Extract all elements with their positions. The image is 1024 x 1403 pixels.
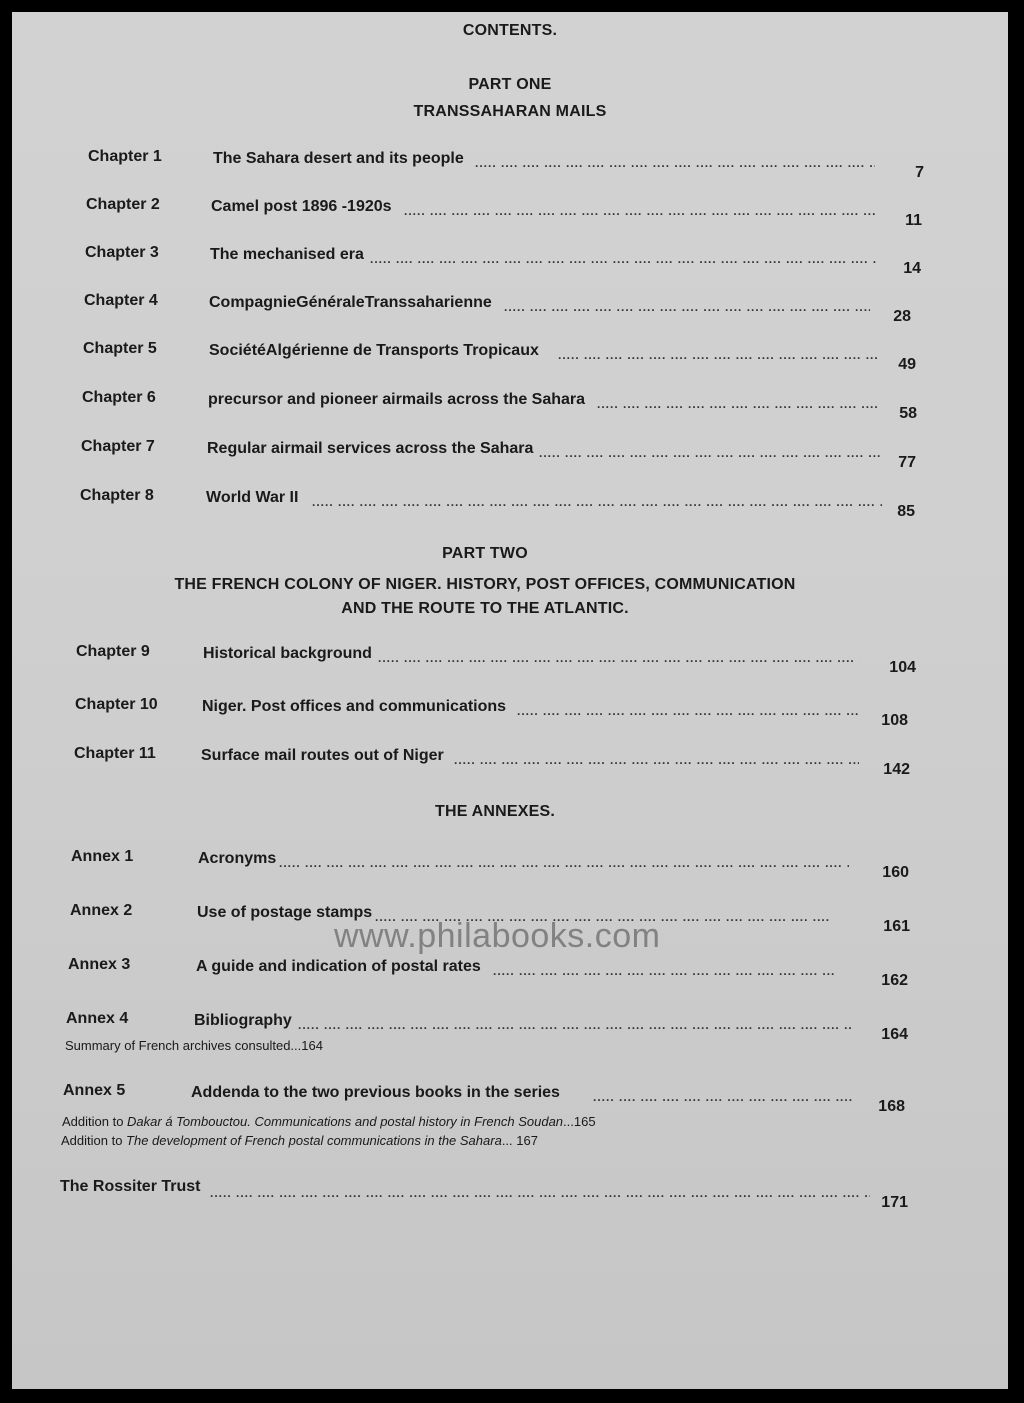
entry-label: Chapter 5 <box>83 340 157 357</box>
entry-label: Chapter 8 <box>80 487 154 504</box>
watermark: www.philabooks.com <box>334 917 661 955</box>
entry-title: CompagnieGénéraleTranssaharienne <box>209 294 492 311</box>
entry-label: Annex 4 <box>66 1010 129 1027</box>
entry-title: Surface mail routes out of Niger <box>201 747 444 764</box>
toc-entry-chapter-6 <box>82 389 942 422</box>
part-two-line-2: AND THE ROUTE TO THE ATLANTIC. <box>341 600 629 617</box>
entry-title: World War II <box>206 489 299 506</box>
entry-title: Bibliography <box>194 1012 292 1029</box>
entry-page: 168 <box>878 1098 905 1115</box>
entry-page: 49 <box>898 356 916 373</box>
toc-entry-chapter-10 <box>75 696 935 729</box>
dot-leader <box>312 495 882 517</box>
entry-title: Addenda to the two previous books in the series <box>191 1084 560 1101</box>
entry-label: Chapter 7 <box>81 438 155 455</box>
dot-leader <box>517 704 859 726</box>
toc-entry-chapter-7 <box>81 438 941 471</box>
contents-title: CONTENTS. <box>462 22 558 39</box>
dot-leader <box>378 651 860 673</box>
note-book-title: The development of French postal communications in the Sahara <box>126 1133 502 1148</box>
toc-entry-chapter-2 <box>86 196 946 229</box>
entry-page: 11 <box>905 212 922 229</box>
part-one-heading: PART ONE <box>468 76 552 93</box>
toc-entry-annex-1 <box>71 848 931 881</box>
entry-page: 58 <box>899 405 917 422</box>
dot-leader <box>504 300 870 322</box>
entry-label: Chapter 4 <box>84 292 158 309</box>
dot-leader <box>279 856 849 878</box>
entry-title: Niger. Post offices and communications <box>202 698 507 715</box>
entry-label: Annex 5 <box>63 1082 126 1099</box>
toc-entry-chapter-9 <box>76 643 936 676</box>
toc-entry-chapter-1 <box>88 148 948 181</box>
entry-title: Acronyms <box>198 850 277 867</box>
entry-page: 85 <box>897 503 915 520</box>
entry-label: Annex 2 <box>70 902 133 919</box>
entry-title: precursor and pioneer airmails across the Sahara <box>208 391 586 408</box>
entry-label: Chapter 6 <box>82 389 156 406</box>
entry-title: The Rossiter Trust <box>60 1178 201 1195</box>
dot-leader <box>493 964 836 986</box>
annex-5-note-1 <box>62 1114 596 1129</box>
dot-leader <box>558 348 878 370</box>
dot-leader <box>539 446 881 468</box>
dot-leader <box>370 252 876 274</box>
entry-title: Historical background <box>203 645 372 662</box>
part-two-line-1: THE FRENCH COLONY OF NIGER. HISTORY, POST OFFICES, COMMUNICATION <box>174 576 796 593</box>
annexes-heading: THE ANNEXES. <box>434 803 556 820</box>
entry-label: Chapter 11 <box>74 745 156 762</box>
toc-entry-annex-5 <box>63 1082 923 1115</box>
entry-label: Annex 1 <box>71 848 134 865</box>
entry-label: Annex 3 <box>68 956 131 973</box>
toc-entry-chapter-5 <box>83 340 943 373</box>
entry-page: 162 <box>881 972 908 989</box>
dot-leader <box>475 156 875 178</box>
entry-label: Chapter 2 <box>86 196 160 213</box>
entry-page: 104 <box>889 659 916 676</box>
entry-page: 108 <box>881 712 908 729</box>
dot-leader <box>597 397 877 419</box>
entry-page: 14 <box>903 260 921 277</box>
note-suffix: ...165 <box>563 1114 596 1129</box>
contents-page <box>12 12 1008 1389</box>
dot-leader <box>210 1186 870 1208</box>
toc-entry-chapter-4 <box>84 292 944 325</box>
part-one-subheading: TRANSSAHARAN MAILS <box>413 103 607 120</box>
entry-label: Chapter 9 <box>76 643 150 660</box>
entry-title: The Sahara desert and its people <box>213 150 464 167</box>
entry-title: The mechanised era <box>210 246 364 263</box>
dot-leader <box>593 1090 853 1112</box>
entry-page: 28 <box>893 308 911 325</box>
entry-title: A guide and indication of postal rates <box>196 958 481 975</box>
toc-entry-chapter-3 <box>85 244 945 277</box>
note-prefix: Addition to <box>62 1114 128 1129</box>
toc-entry-rossiter-trust <box>60 1178 920 1211</box>
toc-entry-annex-4 <box>66 1010 926 1043</box>
entry-title: Regular airmail services across the Sahara <box>207 440 534 457</box>
toc-entry-annex-3 <box>68 956 928 989</box>
entry-page: 171 <box>881 1194 908 1211</box>
toc-entry-chapter-8 <box>80 487 940 520</box>
part-two-heading: PART TWO <box>442 545 528 562</box>
entry-page: 164 <box>881 1026 908 1043</box>
note-book-title: Dakar á Tombouctou. Communications and postal history in French Soudan <box>127 1114 564 1129</box>
dot-leader <box>404 204 876 226</box>
entry-label: Chapter 10 <box>75 696 158 713</box>
entry-title: Use of postage stamps <box>197 904 373 921</box>
dot-leader <box>298 1018 853 1040</box>
entry-title: Camel post 1896 -1920s <box>211 198 392 215</box>
entry-page: 142 <box>883 761 910 778</box>
annex-5-note-2 <box>61 1133 538 1148</box>
note-prefix: Addition to <box>61 1133 127 1148</box>
entry-page: 161 <box>883 918 910 935</box>
toc-entry-chapter-11 <box>74 745 934 778</box>
entry-page: 160 <box>882 864 909 881</box>
entry-title: SociétéAlgérienne de Transports Tropicaux <box>209 342 539 359</box>
annex-4-note: Summary of French archives consulted...164 <box>65 1038 323 1053</box>
entry-page: 77 <box>898 454 916 471</box>
dot-leader <box>454 753 859 775</box>
entry-page: 7 <box>915 164 924 181</box>
entry-label: Chapter 3 <box>85 244 159 261</box>
note-suffix: ... 167 <box>501 1133 538 1148</box>
entry-label: Chapter 1 <box>88 148 162 165</box>
